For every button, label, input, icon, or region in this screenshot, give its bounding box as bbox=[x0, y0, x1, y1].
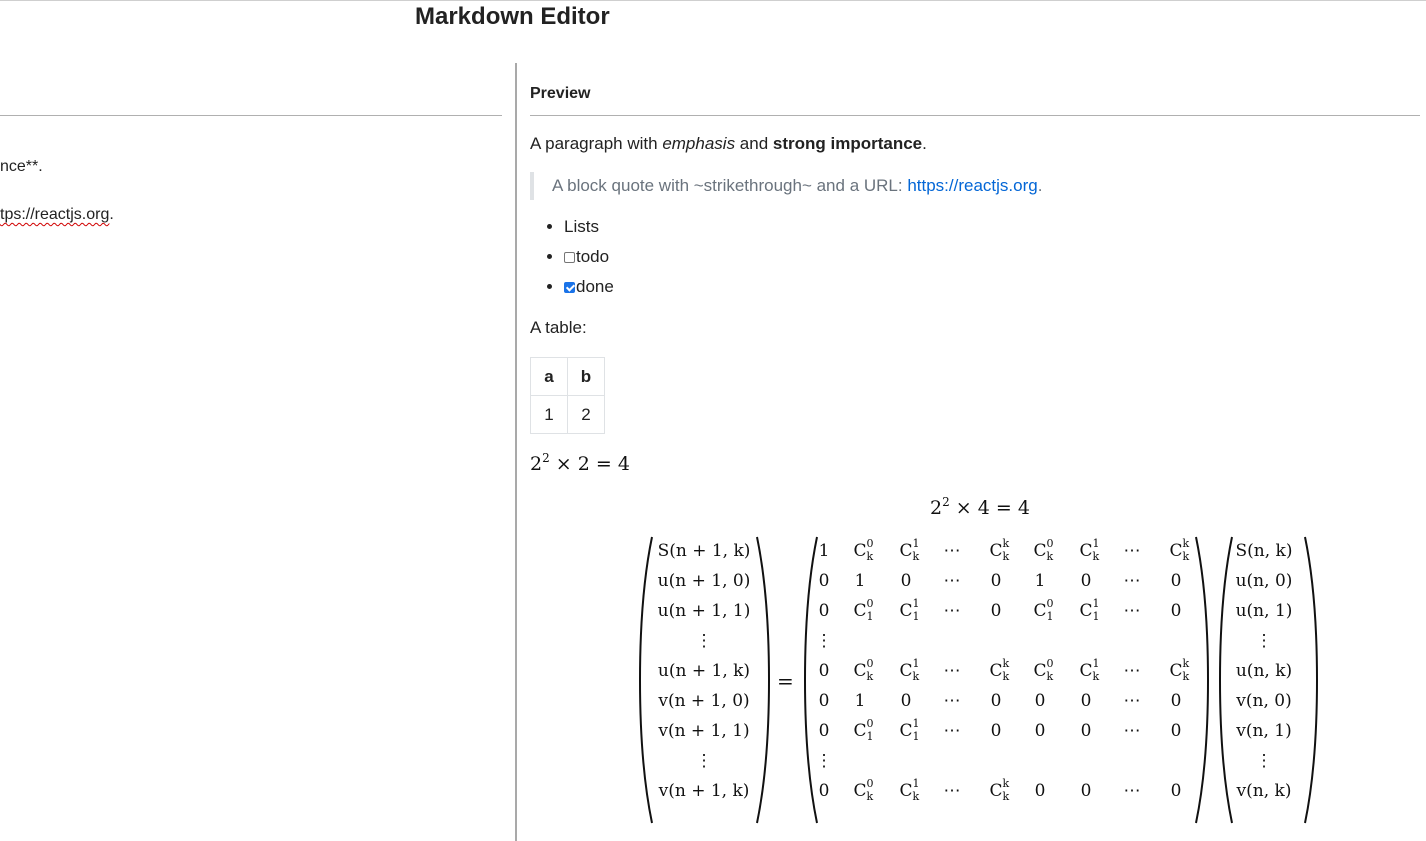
matrix-entry: 0 bbox=[1080, 781, 1092, 801]
matrix-entry: ⋯ bbox=[1123, 691, 1141, 711]
matrix-entry: C k k bbox=[1169, 537, 1190, 563]
matrix-entry: ⋯ bbox=[1123, 601, 1141, 621]
app-title: Markdown Editor bbox=[415, 3, 610, 30]
matrix-entry: 0 bbox=[1080, 691, 1092, 711]
matrix-entry: 1 bbox=[1034, 571, 1046, 591]
lhs-entry: S(n + 1, k) bbox=[657, 541, 751, 561]
matrix-entry: 1 bbox=[854, 691, 866, 711]
matrix-entry: C 1 1 bbox=[899, 597, 920, 623]
matrix-entry: 0 bbox=[1034, 781, 1046, 801]
list-item-label: todo bbox=[576, 247, 610, 266]
rhs-entry: u(n, k) bbox=[1235, 661, 1293, 681]
table-header-cell: b bbox=[568, 358, 605, 396]
table-header-cell: a bbox=[531, 358, 568, 396]
math-rest: × 2 = 4 bbox=[549, 453, 630, 475]
matrix-entry: ⋯ bbox=[1123, 571, 1141, 591]
matrix-entry: ⋯ bbox=[943, 781, 961, 801]
preview-list bbox=[530, 212, 614, 302]
preview-blockquote bbox=[530, 172, 1042, 200]
blockquote-text: A block quote with ~strikethrough~ and a URL: bbox=[552, 176, 908, 195]
matrix-entry: 0 bbox=[818, 721, 830, 741]
table-row bbox=[531, 396, 605, 434]
matrix-entry: 0 bbox=[1080, 721, 1092, 741]
lhs-entry: u(n + 1, k) bbox=[657, 661, 751, 681]
right-paren bbox=[1192, 535, 1210, 825]
lhs-entry: u(n + 1, 1) bbox=[657, 601, 751, 621]
table-header-row bbox=[531, 358, 605, 396]
matrix-entry: C 0 k bbox=[853, 657, 874, 683]
matrix-entry: 0 bbox=[818, 601, 830, 621]
inline-math bbox=[530, 451, 630, 475]
right-paren bbox=[753, 535, 771, 825]
matrix-entry: ⋯ bbox=[1123, 781, 1141, 801]
matrix-entry: 0 bbox=[818, 691, 830, 711]
matrix-entry: C 0 1 bbox=[853, 597, 874, 623]
rhs-entry: S(n, k) bbox=[1235, 541, 1293, 561]
lhs-entry: u(n + 1, 0) bbox=[657, 571, 751, 591]
matrix-entry: 0 bbox=[900, 571, 912, 591]
matrix-entry: ⋯ bbox=[1123, 661, 1141, 681]
matrix-entry: 0 bbox=[1080, 571, 1092, 591]
matrix-entry: C 1 1 bbox=[899, 717, 920, 743]
editor-header-divider bbox=[0, 115, 502, 116]
matrix-entry: C 1 1 bbox=[1079, 597, 1100, 623]
matrix-entry: C 0 1 bbox=[853, 717, 874, 743]
list-item-label: Lists bbox=[564, 217, 599, 236]
paragraph-text: A paragraph with bbox=[530, 134, 663, 153]
done-checkbox[interactable] bbox=[564, 282, 575, 293]
matrix-entry: 0 bbox=[900, 691, 912, 711]
math-base: 2 bbox=[530, 453, 543, 475]
list-item-todo bbox=[564, 242, 614, 272]
matrix-entry: ⋮ bbox=[815, 751, 833, 771]
matrix-entry: C 1 k bbox=[1079, 537, 1100, 563]
paragraph-emphasis: emphasis bbox=[662, 134, 736, 153]
blockquote-end: . bbox=[1037, 176, 1043, 195]
matrix-entry: 1 bbox=[854, 571, 866, 591]
table-cell: 1 bbox=[531, 396, 568, 434]
matrix-entry: ⋯ bbox=[943, 721, 961, 741]
rhs-entry: v(n, k) bbox=[1236, 781, 1292, 801]
matrix-entry: 0 bbox=[818, 781, 830, 801]
rhs-entry: ⋮ bbox=[1255, 751, 1273, 771]
pane-divider[interactable] bbox=[515, 63, 517, 841]
matrix-entry: 0 bbox=[1170, 571, 1182, 591]
lhs-entry: v(n + 1, 0) bbox=[658, 691, 750, 711]
matrix-entry: ⋯ bbox=[943, 691, 961, 711]
preview-table bbox=[530, 357, 605, 434]
lhs-entry: ⋮ bbox=[695, 631, 713, 651]
matrix-entry: C 0 k bbox=[853, 537, 874, 563]
list-item-done bbox=[564, 272, 614, 302]
matrix-entry: C 1 k bbox=[1079, 657, 1100, 683]
preview-header-divider bbox=[530, 115, 1420, 116]
rhs-entry: v(n, 0) bbox=[1236, 691, 1292, 711]
equals-sign: = bbox=[777, 669, 794, 693]
matrix-entry: 0 bbox=[818, 661, 830, 681]
matrix-entry: C 1 k bbox=[899, 537, 920, 563]
math-exponent: 2 bbox=[542, 451, 550, 465]
matrix-entry: ⋯ bbox=[1123, 541, 1141, 561]
paragraph-text-end: . bbox=[922, 134, 927, 153]
editor-line-url[interactable] bbox=[0, 206, 114, 224]
table-intro: A table: bbox=[530, 318, 587, 337]
lhs-entry: v(n + 1, 1) bbox=[658, 721, 750, 741]
matrix-entry: C k k bbox=[989, 657, 1010, 683]
matrix-entry: 0 bbox=[1170, 721, 1182, 741]
preview-heading: Preview bbox=[530, 85, 591, 102]
matrix-entry: ⋯ bbox=[943, 661, 961, 681]
matrix-entry: 0 bbox=[990, 601, 1002, 621]
list-item-label: done bbox=[576, 277, 614, 296]
left-paren bbox=[1218, 535, 1236, 825]
math-base: 2 bbox=[930, 497, 943, 519]
matrix-entry: 0 bbox=[1170, 781, 1182, 801]
matrix-entry: C 0 1 bbox=[1033, 597, 1054, 623]
matrix-entry: ⋯ bbox=[1123, 721, 1141, 741]
display-math bbox=[930, 495, 1030, 519]
matrix-entry: C 0 k bbox=[853, 777, 874, 803]
rhs-entry: u(n, 1) bbox=[1235, 601, 1293, 621]
matrix-entry: 0 bbox=[1034, 721, 1046, 741]
paragraph-text-middle: and bbox=[735, 134, 773, 153]
lhs-entry: ⋮ bbox=[695, 751, 713, 771]
matrix-entry: 1 bbox=[818, 541, 830, 561]
list-item bbox=[564, 212, 614, 242]
editor-line-strong[interactable]: nce**. bbox=[0, 158, 43, 175]
matrix-entry: ⋯ bbox=[943, 571, 961, 591]
todo-checkbox[interactable] bbox=[564, 252, 575, 263]
matrix-entry: 0 bbox=[990, 721, 1002, 741]
matrix-entry: C 1 k bbox=[899, 657, 920, 683]
matrix-entry: 0 bbox=[1170, 601, 1182, 621]
matrix-entry: C k k bbox=[989, 777, 1010, 803]
rhs-entry: u(n, 0) bbox=[1235, 571, 1293, 591]
matrix-entry: C 1 k bbox=[899, 777, 920, 803]
math-rest: × 4 = 4 bbox=[949, 497, 1030, 519]
lhs-entry: v(n + 1, k) bbox=[658, 781, 750, 801]
table-cell: 2 bbox=[568, 396, 605, 434]
matrix-entry: 0 bbox=[990, 571, 1002, 591]
editor-url-text: tps://reactjs.org bbox=[0, 206, 110, 223]
preview-paragraph bbox=[530, 134, 927, 154]
rhs-entry: v(n, 1) bbox=[1236, 721, 1292, 741]
paragraph-strong: strong importance bbox=[772, 134, 923, 153]
blockquote-link[interactable]: https://reactjs.org bbox=[907, 176, 1038, 195]
matrix-entry: 0 bbox=[990, 691, 1002, 711]
matrix-entry: 0 bbox=[818, 571, 830, 591]
left-paren bbox=[638, 535, 656, 825]
matrix-entry: C k k bbox=[989, 537, 1010, 563]
math-exponent: 2 bbox=[942, 495, 950, 509]
editor-pane[interactable] bbox=[0, 63, 516, 841]
matrix-entry: C k k bbox=[1169, 657, 1190, 683]
matrix-entry: ⋯ bbox=[943, 541, 961, 561]
matrix-entry: 0 bbox=[1170, 691, 1182, 711]
editor-url-period: . bbox=[109, 206, 114, 223]
matrix-entry: 0 bbox=[1034, 691, 1046, 711]
matrix-entry: ⋯ bbox=[943, 601, 961, 621]
matrix-entry: C 0 k bbox=[1033, 537, 1054, 563]
matrix-entry: ⋮ bbox=[815, 631, 833, 651]
right-paren bbox=[1301, 535, 1319, 825]
preview-pane bbox=[530, 63, 1420, 841]
matrix-entry: C 0 k bbox=[1033, 657, 1054, 683]
rhs-entry: ⋮ bbox=[1255, 631, 1273, 651]
